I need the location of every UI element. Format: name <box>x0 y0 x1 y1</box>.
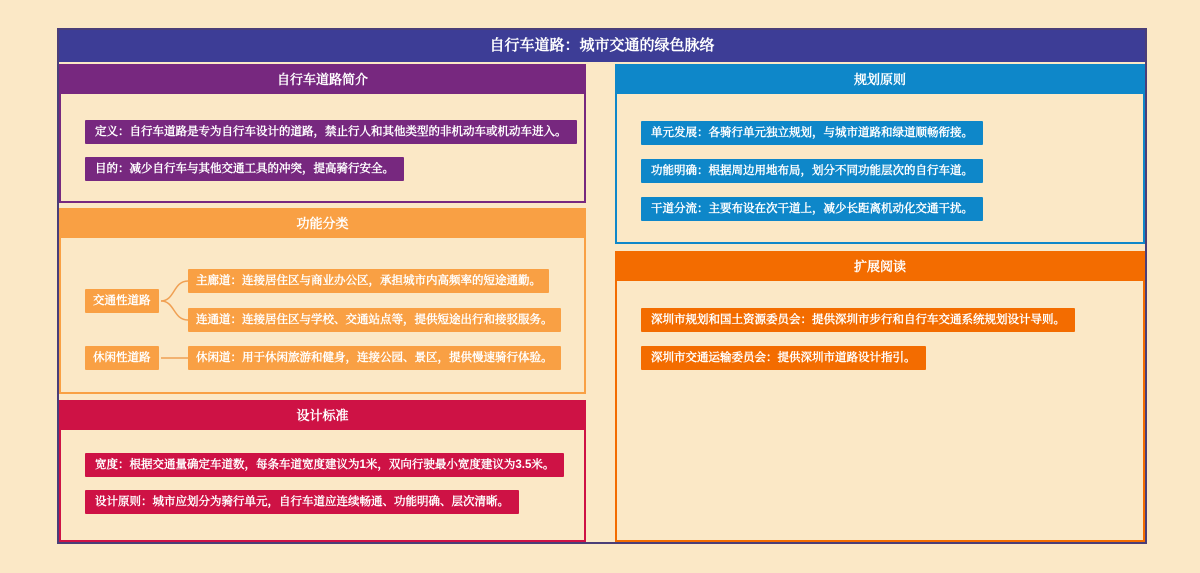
section-classification-body <box>61 238 584 390</box>
section-intro-header[interactable]: 自行车道路简介 <box>61 66 584 94</box>
node-transport-roads[interactable]: 交通性道路 <box>85 289 159 313</box>
node-leisure-roads[interactable]: 休闲性道路 <box>85 346 159 370</box>
section-reading <box>615 251 1145 542</box>
section-reading-body <box>617 308 1143 370</box>
node-standard-width[interactable]: 宽度：根据交通量确定车道数，每条车道宽度建议为1米，双向行驶最小宽度建议为3.5米。 <box>85 453 564 477</box>
section-reading-header[interactable]: 扩展阅读 <box>617 253 1143 281</box>
section-principles-body <box>617 121 1143 221</box>
section-standards-header[interactable]: 设计标准 <box>61 402 584 430</box>
mindmap-container <box>57 28 1147 544</box>
section-standards-body <box>61 453 584 514</box>
node-intro-purpose[interactable]: 目的：减少自行车与其他交通工具的冲突，提高骑行安全。 <box>85 157 404 181</box>
section-classification-header[interactable]: 功能分类 <box>61 210 584 238</box>
node-reading-planning-committee[interactable]: 深圳市规划和国土资源委员会：提供深圳市步行和自行车交通系统规划设计导则。 <box>641 308 1075 332</box>
section-principles-header[interactable]: 规划原则 <box>617 66 1143 94</box>
section-standards <box>59 400 586 542</box>
node-main-corridor[interactable]: 主廊道：连接居住区与商业办公区，承担城市内高频率的短途通勤。 <box>188 269 549 293</box>
diagram-title: 自行车道路：城市交通的绿色脉络 <box>59 30 1145 62</box>
right-column <box>615 64 1145 542</box>
node-principle-function[interactable]: 功能明确：根据周边用地布局，划分不同功能层次的自行车道。 <box>641 159 983 183</box>
node-principle-unit[interactable]: 单元发展：各骑行单元独立规划，与城市道路和绿道顺畅衔接。 <box>641 121 983 145</box>
section-intro <box>59 64 586 203</box>
node-connector-road[interactable]: 连通道：连接居住区与学校、交通站点等，提供短途出行和接驳服务。 <box>188 308 561 332</box>
node-leisure-road[interactable]: 休闲道：用于休闲旅游和健身，连接公园、景区，提供慢速骑行体验。 <box>188 346 561 370</box>
node-reading-transport-committee[interactable]: 深圳市交通运输委员会：提供深圳市道路设计指引。 <box>641 346 926 370</box>
section-intro-body <box>61 120 584 181</box>
node-standard-principle[interactable]: 设计原则：城市应划分为骑行单元，自行车道应连续畅通、功能明确、层次清晰。 <box>85 490 519 514</box>
node-intro-definition[interactable]: 定义：自行车道路是专为自行车设计的道路，禁止行人和其他类型的非机动车或机动车进入。 <box>85 120 577 144</box>
section-classification <box>59 208 586 394</box>
section-principles <box>615 64 1145 244</box>
columns-wrapper <box>59 64 1145 542</box>
left-column <box>59 64 586 542</box>
node-principle-diversion[interactable]: 干道分流：主要布设在次干道上，减少长距离机动化交通干扰。 <box>641 197 983 221</box>
